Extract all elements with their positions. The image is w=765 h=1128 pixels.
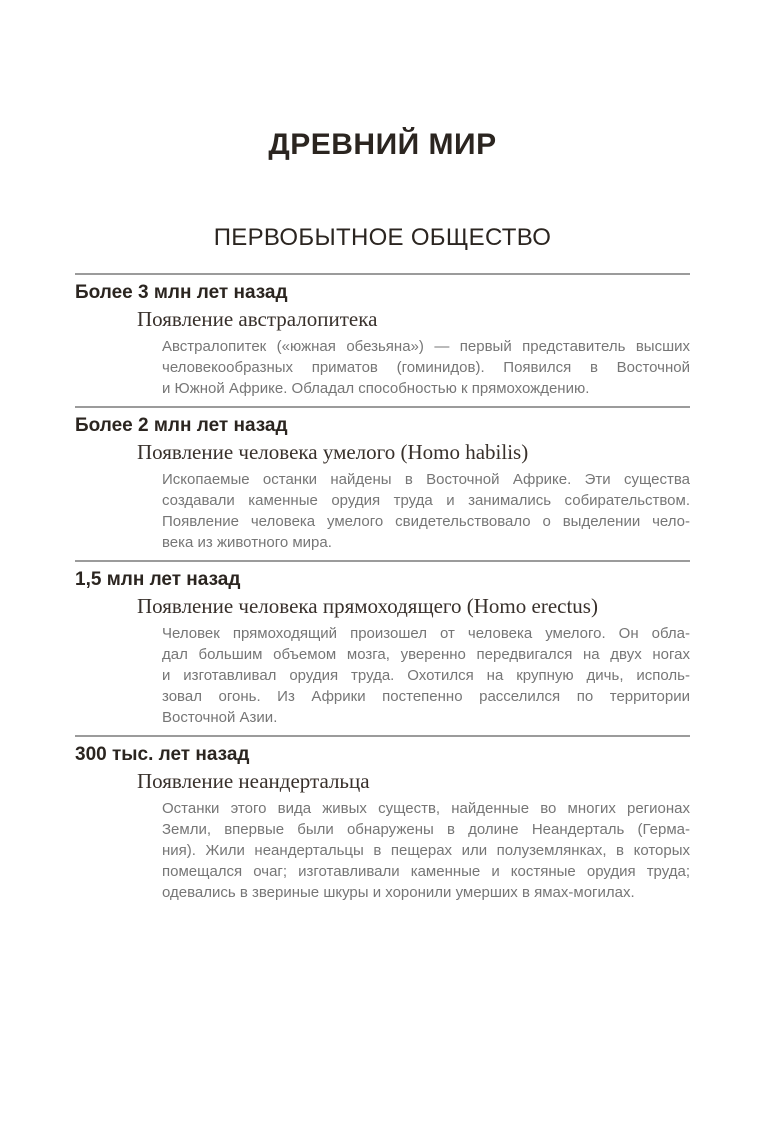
entry-body-line: Ископаемые останки найдены в Восточной Африке. Эти существа bbox=[162, 471, 690, 488]
timeline bbox=[75, 273, 690, 910]
entry-body-line: и изготавливал орудия труда. Охотился на крупную дичь, исполь- bbox=[162, 667, 690, 684]
entry-body bbox=[162, 336, 690, 399]
entry-body-line: Земли, впервые были обнаружены в долине Неандерталь (Герма- bbox=[162, 821, 690, 838]
entry-body bbox=[162, 798, 690, 903]
entry-date: Более 3 млн лет назад bbox=[75, 282, 288, 303]
entry-heading: Появление человека умелого (Homo habilis) bbox=[137, 440, 529, 464]
entry-body-line: Восточной Азии. bbox=[162, 709, 278, 726]
entry-heading: Появление человека прямоходящего (Homo erectus) bbox=[137, 594, 598, 618]
entry-body-line: дал большим объемом мозга, уверенно передвигался на двух ногах bbox=[162, 646, 690, 663]
entry-body-line: зовал огонь. Из Африки постепенно расселился по территории bbox=[162, 688, 690, 705]
entry-date: 1,5 млн лет назад bbox=[75, 569, 241, 590]
entry-body-line: Австралопитек («южная обезьяна») — первый представитель высших bbox=[162, 338, 690, 355]
entry-body bbox=[162, 623, 690, 728]
entry-body-line: человекообразных приматов (гоминидов). Появился в Восточной bbox=[162, 359, 690, 376]
chapter-title: ПЕРВОБЫТНОЕ ОБЩЕСТВО bbox=[213, 224, 552, 251]
entry-heading: Появление неандертальца bbox=[137, 769, 370, 793]
entry-body-line: одевались в звериные шкуры и хоронили умерших в ямах-могилах. bbox=[162, 884, 635, 901]
entry-body-line: создавали каменные орудия труда и занимались собирательством. bbox=[162, 492, 690, 509]
entry-body-line: и Южной Африке. Обладал способностью к прямохождению. bbox=[162, 380, 590, 397]
entry-body-line: Человек прямоходящий произошел от человека умелого. Он обла- bbox=[162, 625, 690, 642]
entry-date: Более 2 млн лет назад bbox=[75, 415, 288, 436]
entry-heading: Появление австралопитека bbox=[137, 307, 378, 331]
entry-body bbox=[162, 469, 690, 553]
timeline-entry bbox=[75, 408, 690, 560]
page-title: ДРЕВНИЙ МИР bbox=[268, 128, 497, 161]
entry-body-line: Появление человека умелого свидетельствовало о выделении чело- bbox=[162, 513, 690, 530]
entry-body-line: века из животного мира. bbox=[162, 534, 332, 551]
timeline-entry bbox=[75, 737, 690, 910]
entry-body-line: ния). Жили неандертальцы в пещерах или полуземлянках, в которых bbox=[162, 842, 690, 859]
entry-body-line: Останки этого вида живых существ, найденные во многих регионах bbox=[162, 800, 690, 817]
timeline-entry bbox=[75, 275, 690, 406]
entry-date: 300 тыс. лет назад bbox=[75, 744, 250, 765]
entry-body-line: помещался очаг; изготавливали каменные и костяные орудия труда; bbox=[162, 863, 690, 880]
timeline-entry bbox=[75, 562, 690, 735]
